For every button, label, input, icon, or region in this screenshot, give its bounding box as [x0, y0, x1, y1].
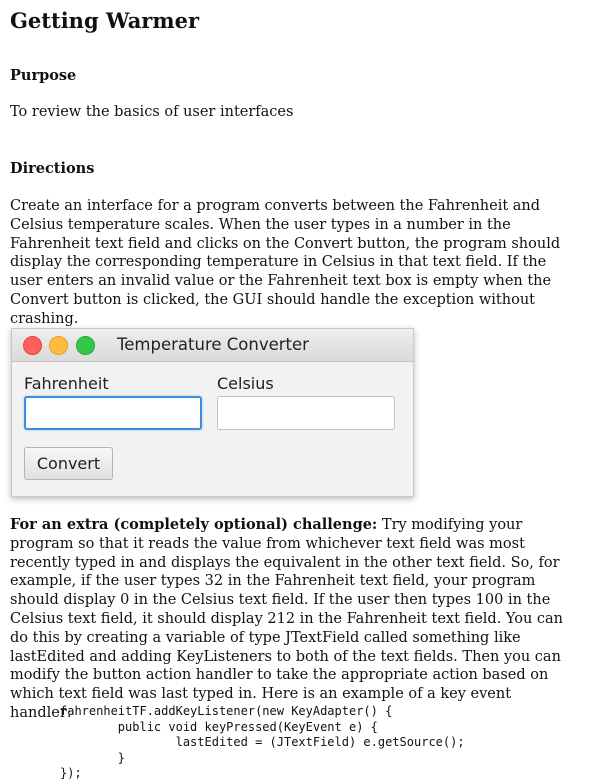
code-example: fahrenheitTF.addKeyListener(new KeyAdapter() { public void keyPressed(KeyEvent e) { lastEdited = (JTextField) e.getSource(); } }); [60, 704, 465, 780]
challenge-lead: For an extra (completely optional) challenge: [10, 516, 378, 533]
minimize-window-icon[interactable] [49, 336, 68, 355]
window-titlebar [12, 329, 413, 362]
challenge-body: Try modifying your program so that it reads the value from whichever text field was most recently typed in and displays the equivalent in the other text field. So, for example, if the user types 32 in the Fahrenheit text field, your program should display 0 in the Celsius text field. If the user then types 100 in the Celsius text field, it should display 212 in the Fahrenheit text field. You can do this by creating a variable of type JTextField called something like lastEdited and adding KeyListeners to both of the text fields. Then you can modify the button action handler to take the appropriate action based on which text field was last typed in. Here is an example of a key event handler: [10, 517, 564, 721]
close-window-icon[interactable] [23, 336, 42, 355]
challenge-text [10, 516, 576, 723]
purpose-heading: Purpose [10, 67, 77, 84]
celsius-label: Celsius [217, 374, 274, 393]
page-title: Getting Warmer [10, 8, 200, 33]
temperature-converter-window [11, 328, 414, 497]
fahrenheit-field[interactable] [24, 396, 202, 430]
directions-heading: Directions [10, 160, 95, 177]
maximize-window-icon[interactable] [76, 336, 95, 355]
fahrenheit-label: Fahrenheit [24, 374, 109, 393]
celsius-field[interactable] [217, 396, 395, 430]
window-title: Temperature Converter [117, 335, 309, 354]
purpose-text: To review the basics of user interfaces [10, 104, 294, 120]
convert-button[interactable]: Convert [24, 447, 113, 480]
directions-text: Create an interface for a program converts between the Fahrenheit and Celsius temperature scales. When the user types in a number in the Fahrenheit text field and clicks on the Convert button, the program should display the corresponding temperature in Celsius in that text field. If the user enters an invalid value or the Fahrenheit text box is empty when the Convert button is clicked, the GUI should handle the exception without crashing. [10, 198, 561, 327]
